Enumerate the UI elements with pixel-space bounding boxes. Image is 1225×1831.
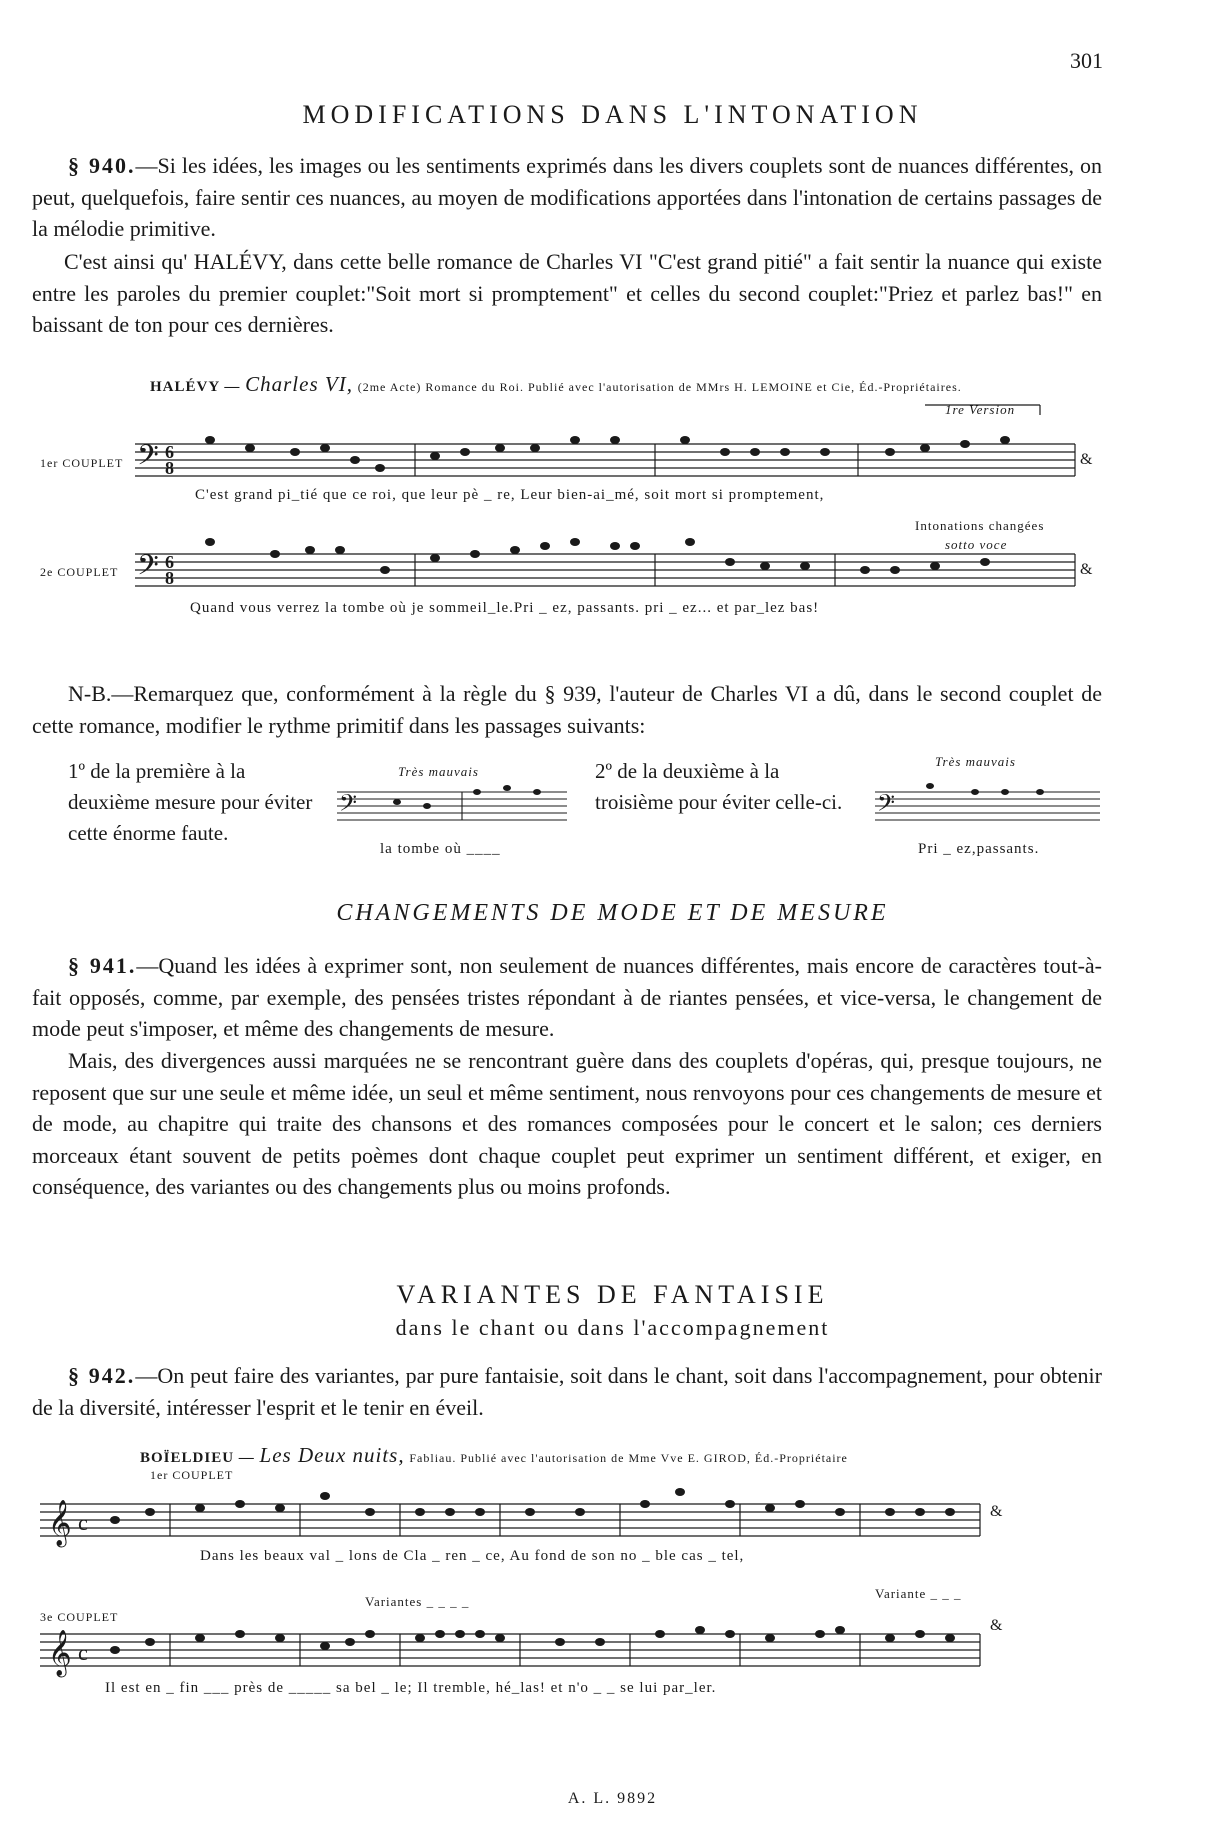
paragraph-940: [32, 150, 1102, 245]
svg-text:𝄢: 𝄢: [339, 789, 358, 822]
svg-text:c: c: [78, 1640, 88, 1665]
paragraph-940-b: C'est ainsi qu' HALÉVY, dans cette belle romance de Charles VI "C'est grand pitié" a fait sentir la nuance qui existe entre les paroles du premier couplet:"Soit mort si promptement" et celles du second couplet:"Priez et parlez bas!" en baissant de ton pour ces dernières.: [32, 249, 1102, 337]
svg-text:𝄢: 𝄢: [877, 789, 896, 822]
paragraph-text: —On peut faire des variantes, par pure fantaisie, soit dans le chant, soit dans l'accompagnement, pour obtenir de la diversité, intéresser l'esprit et le tenir en éveil.: [32, 1363, 1102, 1420]
nb-item-1-lyrics: la tombe où ____: [380, 841, 501, 857]
plate-number: A. L. 9892: [567, 1790, 658, 1807]
music-staff: [135, 540, 1093, 600]
paragraph-941: [32, 950, 1102, 1045]
caption-text: Fabliau. Publié avec l'autorisation de Mme Vve E. GIROD, Éd.-Propriétaire: [409, 1451, 848, 1465]
variantes-label: Variantes _ _ _ _: [365, 1594, 470, 1609]
svg-text:8: 8: [165, 458, 174, 478]
nb-item-2-lyrics: Pri _ ez,passants.: [918, 841, 1040, 857]
svg-text:𝄞: 𝄞: [48, 1630, 72, 1676]
couplet-label: 1er COUPLET: [150, 1468, 234, 1482]
couplet-label: 3e COUPLET: [40, 1610, 119, 1624]
work-title: Charles VI,: [245, 372, 353, 396]
section-number: § 940.: [68, 153, 136, 178]
section-heading-mode: CHANGEMENTS DE MODE ET DE MESURE: [336, 900, 889, 926]
sotto-voce-label: sotto voce: [945, 537, 1008, 552]
music-excerpt: [875, 780, 1105, 835]
lyrics-couplet-1: Dans les beaux val _ lons de Cla _ ren _ ce, Au fond de son no _ ble cas _ tel,: [200, 1548, 745, 1564]
music-staff: [40, 1490, 1003, 1550]
couplet-label: 1er COUPLET: [40, 456, 124, 470]
nb-paragraph: N-B.—Remarquez que, conformément à la règle du § 939, l'auteur de Charles VI a dû, dans le second couplet de cette romance, modifier le rythme primitif dans les passages suivants:: [32, 681, 1102, 738]
version-label: 1re Version: [945, 402, 1016, 417]
svg-text:6: 6: [165, 552, 174, 572]
caption-text: (2me Acte) Romance du Roi. Publié avec l'autorisation de MMrs H. LEMOINE et Cie, Éd.-Propriétaires.: [357, 380, 962, 394]
composer-name: BOÏELDIEU —: [140, 1450, 255, 1466]
couplet-label: 2e COUPLET: [40, 565, 119, 579]
paragraph-942: [32, 1360, 1102, 1423]
nb-item-1-text: 1º de la première à la deuxième mesure pour éviter cette énorme faute.: [68, 759, 313, 845]
variante-label: Variante _ _ _: [875, 1586, 962, 1601]
section-number: § 941.: [68, 953, 137, 978]
paragraph-941-b: Mais, des divergences aussi marquées ne se rencontrant guère dans des couplets d'opéras, qui, presque toujours, ne reposent que sur une seule et même idée, un seul et même sentiment, nous renvoyons pour ces changements de mesure et de mode, au chapitre qui traite des chansons et des romances composées pour le concert et le salon; ces derniers morceaux étant souvent de petits poèmes dont chaque couplet peut exprimer un sentiment différent, et exiger, en conséquence, des variantes ou des changements plus ou moins profonds.: [32, 1048, 1102, 1199]
svg-text:&: &: [990, 1503, 1003, 1520]
section-heading-variantes: VARIANTES DE FANTAISIE: [396, 1280, 829, 1309]
svg-text:&: &: [1080, 561, 1093, 578]
music-staff: [135, 430, 1093, 490]
lyrics-couplet-2: Quand vous verrez la tombe où je sommeil_le.Pri _ ez, passants. pri _ ez... et par_lez bas!: [190, 600, 820, 616]
work-title: Les Deux nuits,: [259, 1443, 405, 1467]
svg-text:&: &: [990, 1617, 1003, 1634]
section-heading-intonation: MODIFICATIONS DANS L'INTONATION: [302, 100, 923, 129]
nb-item-2-label: Très mauvais: [935, 754, 1016, 769]
lyrics-couplet-3: Il est en _ fin ___ près de _____ sa bel _ le; Il tremble, hé_las! et n'o _ _ se lui par_ler.: [105, 1680, 717, 1696]
music-excerpt: [337, 780, 572, 835]
page-number: 301: [1070, 48, 1103, 73]
nb-item-2-text: 2º de la deuxième à la troisième pour éviter celle-ci.: [595, 759, 843, 814]
lyrics-couplet-1: C'est grand pi_tié que ce roi, que leur pè _ re, Leur bien-ai_mé, soit mort si promptement,: [195, 487, 825, 503]
svg-text:6: 6: [165, 442, 174, 462]
composer-name: HALÉVY —: [150, 379, 241, 395]
svg-text:𝄞: 𝄞: [48, 1500, 72, 1546]
intonation-label: Intonations changées: [915, 518, 1045, 533]
svg-text:8: 8: [165, 568, 174, 588]
svg-text:𝄢: 𝄢: [137, 439, 159, 479]
paragraph-text: —Quand les idées à exprimer sont, non seulement de nuances différentes, mais encore de caractères tout-à-fait opposés, comme, par exemple, des pensées tristes répondant à de riantes pensées, et vice-versa, le changement de mode peut s'imposer, et même des changements de mesure.: [32, 953, 1103, 1041]
example-caption-boieldieu: [140, 1443, 848, 1468]
section-subheading: dans le chant ou dans l'accompagnement: [395, 1315, 830, 1340]
nb-item-1-label: Très mauvais: [398, 764, 479, 779]
paragraph-text: —Si les idées, les images ou les sentiments exprimés dans les divers couplets sont de nuances différentes, on peut, quelquefois, faire sentir ces nuances, au moyen de modifications apportées dans l'intonation de certains passages de la mélodie primitive.: [32, 153, 1103, 241]
svg-text:𝄢: 𝄢: [137, 549, 159, 589]
example-caption-halevy: [150, 372, 962, 397]
svg-text:c: c: [78, 1510, 88, 1535]
section-number: § 942.: [68, 1363, 136, 1388]
svg-text:&: &: [1080, 451, 1093, 468]
